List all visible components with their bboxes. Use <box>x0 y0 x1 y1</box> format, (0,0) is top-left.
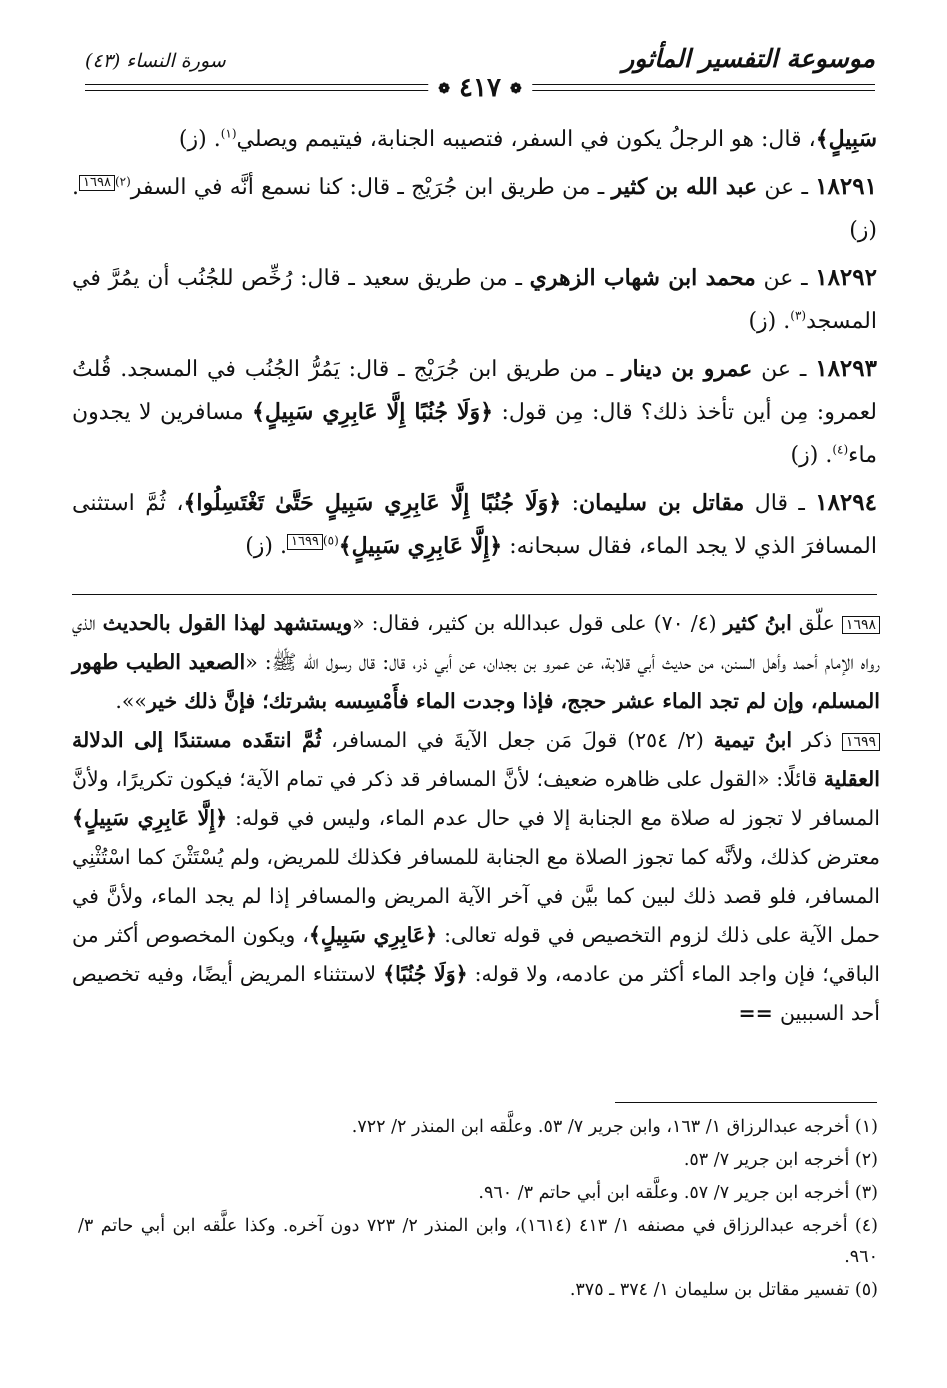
commentary-section <box>72 604 880 1033</box>
commentary-ref-box: ١٦٩٨ <box>842 616 880 634</box>
footnote-ref[interactable]: (١) <box>220 126 237 141</box>
ornament-icon: ❁ <box>510 81 522 97</box>
continuation-mark: == <box>738 1001 780 1025</box>
footnote: (٤) أخرجه عبدالرزاق في مصنفه ١/ ٤١٣ (١٦١٤)، وابن المنذر ٢/ ٧٢٣ دون آخره. وكذا علَّقه ابن أبي حاتم ٣/ ٩٦٠. <box>78 1216 878 1267</box>
entry-number: ١٨٢٩٤ <box>815 489 877 516</box>
hadith-text: الصعيد الطيب طهور المسلم، وإن لم تجد الماء عشر حجج، فإذا وجدت الماء فأَمْسِسه بشرتك؛ فإنَّ ذلك خير <box>72 650 880 713</box>
narrator-name: مقاتل بن سليمان <box>578 490 745 516</box>
quran-quote: ﴿وَلَا جُنُبًا إِلَّا عَابِرِي سَبِيلٍ﴾ <box>252 399 494 425</box>
quran-quote: سَبِيلٍ﴾ <box>815 126 877 152</box>
footnote-divider <box>615 1102 877 1103</box>
commentary-ref-box[interactable]: ١٦٩٨ <box>79 175 115 191</box>
quran-quote: ﴿عَابِرِي سَبِيلٍ﴾ <box>308 923 438 947</box>
scholar-name: ابنُ كثير <box>723 611 792 635</box>
footnote-ref[interactable]: (٣) <box>790 308 807 323</box>
quran-quote: ﴿وَلَا جُنُبًا﴾ <box>383 962 468 986</box>
footnote: (٣) أخرجه ابن جرير ٧/ ٥٧. وعلَّقه ابن أبي حاتم ٣/ ٩٦٠. <box>478 1183 878 1203</box>
surah-label: سورة النساء (٤٣) <box>85 50 226 72</box>
entry: ١٨٢٩٣ ـ عن عمرو بن دينار ـ من طريق ابن جُرَيْج ـ قال: يَمُرُّ الجُنُب في المسجد. قُلتُ لعمرو: مِن أين تأخذ ذلك؟ قال: مِن قول: ﴿وَلَا جُنُبًا إِلَّا عَابِرِي سَبِيلٍ﴾ مسافرين لا يجدون ماء$^{(٤)}$. (ز) <box>72 355 877 468</box>
footnotes <box>78 1112 878 1308</box>
footnote: (١) أخرجه عبدالرزاق ١/ ١٦٣، وابن جرير ٧/ ٥٣. وعلَّقه ابن المنذر ٢/ ٧٢٢. <box>351 1117 878 1137</box>
commentary-ref-box: ١٦٩٩ <box>842 733 880 751</box>
quran-quote: ﴿إِلَّا عَابِرِي سَبِيلٍ﴾ <box>72 806 228 830</box>
footnote: (٢) أخرجه ابن جرير ٧/ ٥٣. <box>683 1150 878 1170</box>
quran-quote: ﴿إِلَّا عَابِرِي سَبِيلٍ﴾ <box>338 533 503 559</box>
entry: ١٨٢٩١ ـ عن عبد الله بن كثير ـ من طريق ابن جُرَيْج ـ قال: كنا نسمع أنَّه في السفر$^{(٢)}$١٦٩٨. (ز) <box>72 173 877 243</box>
main-text <box>72 118 877 572</box>
page-number: ❁ ٤١٧ ❁ <box>428 74 532 103</box>
entry-number: ١٨٢٩١ <box>815 173 877 200</box>
page-header <box>85 40 875 103</box>
narrator-name: عبد الله بن كثير <box>611 174 758 200</box>
narrator-name: محمد ابن شهاب الزهري <box>529 265 756 291</box>
entry-number: ١٨٢٩٢ <box>815 264 877 291</box>
footnote-ref[interactable]: (٥) <box>322 533 339 548</box>
ornament-icon: ❁ <box>438 81 450 97</box>
commentary-note: ١٦٩٩ ذكر ابنُ تيمية (٢/ ٢٥٤) قولَ مَن جعل الآيةَ في المسافر، ثُمَّ انتقَده مستندًا إلى الدلالة العقلية قائلًا: «القول على ظاهره ضعيف؛ لأنَّ المسافر قد ذكر في تمام الآية؛ فيكون تكريرًا، ولأنَّ المسافر لا تجوز له صلاة مع الجنابة إلا في حال عدم الماء، وليس في قوله: ﴿إِلَّا عَابِرِي سَبِيلٍ﴾ معترض كذلك، ولأنَّه كما تجوز الصلاة مع الجنابة للمسافر فكذلك للمريض، ولم يُسْتَثْنَ كما اسْتُثْنِي المسافر، فلو قصد ذلك لبين كما بيَّن في آخر الآية المريض والمسافر إذا لم يجد الماء، ولأنَّ في حمل الآية على ذلك لزوم التخصيص في قوله تعالى: ﴿عَابِرِي سَبِيلٍ﴾، ويكون المخصوص أكثر من الباقي؛ فإن واجد الماء أكثر من عادمه، ولا قوله: ﴿وَلَا جُنُبًا﴾ لاستثناء المريض أيضًا، وفيه تخصيص أحد السببين == <box>72 728 881 1025</box>
section-divider <box>72 594 877 595</box>
commentary-ref-box[interactable]: ١٦٩٩ <box>287 534 323 550</box>
footnote-ref[interactable]: (٤) <box>832 442 849 457</box>
footnote-ref[interactable]: (٢) <box>114 174 131 189</box>
footnote: (٥) تفسير مقاتل بن سليمان ١/ ٣٧٤ ـ ٣٧٥. <box>569 1280 878 1300</box>
entry: ١٨٢٩٢ ـ عن محمد ابن شهاب الزهري ـ من طريق سعيد ـ قال: رُخِّص للجُنُب أن يمُرَّ في المسجد$^{(٣)}$. (ز) <box>72 264 877 334</box>
narrator-name: عمرو بن دينار <box>621 356 753 382</box>
entry: سَبِيلٍ﴾، قال: هو الرجلُ يكون في السفر، فتصيبه الجنابة، فيتيمم ويصلي$^{(١)}$. (ز) <box>178 126 877 152</box>
entry-number: ١٨٢٩٣ <box>815 355 877 382</box>
quran-quote: ﴿وَلَا جُنُبًا إِلَّا عَابِرِي سَبِيلٍ حَتَّىٰ تَغْتَسِلُوا﴾ <box>183 490 562 516</box>
book-title: موسوعة التفسير المأثور <box>622 44 875 73</box>
entry: ١٨٢٩٤ ـ قال مقاتل بن سليمان: ﴿وَلَا جُنُبًا إِلَّا عَابِرِي سَبِيلٍ حَتَّىٰ تَغْتَسِلُوا﴾، ثُمَّ استثنى المسافرَ الذي لا يجد الماء، فقال سبحانه: ﴿إِلَّا عَابِرِي سَبِيلٍ﴾$^{(٥)}$١٦٩٩. (ز) <box>72 489 877 559</box>
scholar-name: ابنُ تيمية <box>713 728 793 752</box>
commentary-note: ١٦٩٨ علّق ابنُ كثير (٤/ ٧٠) على قول عبدالله بن كثير، فقال: «ويستشهد لهذا القول بالحديث الذي رواه الإمام أحمد وأهل السنن، من حديث أبي قلابة، عن عمرو بن بجدان، عن أبي ذر، قال: قال رسول الله ﷺ: «الصعيد الطيب طهور المسلم، وإن لم تجد الماء عشر حجج، فإذا وجدت الماء فأَمْسِسه بشرتك؛ فإنَّ ذلك خير»». <box>72 611 880 713</box>
